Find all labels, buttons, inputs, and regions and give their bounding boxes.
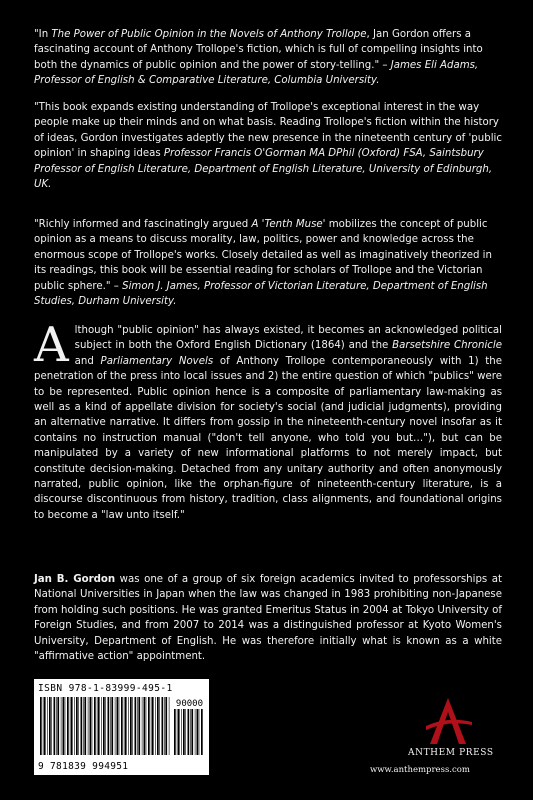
barcode-bars — [40, 697, 170, 755]
blurb-text: "This book expands existing understanding of Trollope's exceptional interest in the way people make up their minds and on what basis. Reading Trollope's fiction within the history of ideas, Gordon investigates adeptly the new presence in the nineteenth century of 'public opinion' in shaping ideas — [34, 102, 502, 160]
isbn-barcode — [34, 679, 209, 775]
barcode-bar — [51, 697, 52, 755]
barcode-bar — [81, 697, 83, 755]
publisher-name: ANTHEM PRESS — [408, 748, 494, 758]
barcode-bar — [130, 697, 132, 755]
barcode-bar — [101, 697, 102, 755]
barcode-bar — [128, 697, 129, 755]
barcode-bar — [185, 709, 186, 755]
barcode-bar — [108, 697, 110, 755]
barcode-bar — [148, 697, 150, 755]
barcode-addon-bars — [174, 709, 204, 755]
barcode-bar — [83, 697, 84, 755]
barcode-bar — [111, 697, 113, 755]
blurb-attribution: James Eli Adams, Professor of English & Comparative Literature, Columbia University. — [34, 59, 479, 87]
blurb-quote-open: "Richly informed and fascinatingly argued — [34, 219, 252, 230]
barcode-bar — [84, 697, 86, 755]
barcode-bar — [188, 709, 190, 755]
barcode-bar — [47, 697, 48, 755]
barcode-bar — [78, 697, 79, 755]
barcode-bar — [142, 697, 143, 755]
barcode-digits: 9 781839 994951 — [38, 761, 129, 772]
barcode-bar — [90, 697, 92, 755]
barcode-bar — [177, 709, 178, 755]
description-text: lthough "public opinion" has always existed, it becomes an acknowledged political subject in both the Oxford English Dictionary (1864) and the — [74, 325, 502, 352]
barcode-bar — [76, 697, 78, 755]
barcode-bar — [144, 697, 146, 755]
review-blurb-ogorman — [34, 100, 502, 192]
barcode-bar — [146, 697, 147, 755]
barcode-bar — [117, 697, 119, 755]
barcode-bar — [71, 697, 73, 755]
blurb-quote-open: "In — [34, 29, 52, 40]
blurb-text: , Jan Gordon offers a fascinating account of Anthony Trollope's fiction, which is full of compelling insights into both the dynamics of public opinion and the power of story-telling." – — [34, 29, 483, 71]
barcode-bar — [155, 697, 156, 755]
barcode-bar — [119, 697, 120, 755]
barcode-bar — [115, 697, 116, 755]
barcode-bar — [137, 697, 138, 755]
barcode-bar — [174, 709, 176, 755]
barcode-bar — [110, 697, 111, 755]
blurb-attribution: Professor Francis O'Gorman MA DPhil (Oxford) FSA, Saintsbury Professor of English Literature, Department of English Literature, University of Edinburgh, UK. — [34, 148, 493, 191]
description-text: of Anthony Trollope contemporaneously with 1) the penetration of the press into local issues and 2) the entire question of which "publics" were to be represented. Public opinion hence is a composite of parliamentary law-making as well as a kind of appellate division for society's social (and judicial judgments), providing an alternative narrative. It differs from gossip in the nineteenth-century novel insofar as it contains no instruction manual ("don't tell anyone, who told you but…"), but can be manipulated by a variety of new informational platforms to not merely impact, but constitute decision-making. Detached from any unitary authority and often anonymously narrated, public opinion, like the orphan-figure of nineteenth-century literature, is a discourse discontinuous from history, tradition, class alignments, and foundational origins to become a "law unto itself." — [34, 355, 503, 521]
barcode-bar — [67, 697, 69, 755]
isbn-number: ISBN 978-1-83999-495-1 — [38, 683, 173, 694]
barcode-bar — [162, 697, 164, 755]
barcode-bar — [199, 709, 200, 755]
barcode-bar — [183, 709, 185, 755]
description-text: and — [74, 355, 101, 367]
barcode-bar — [191, 709, 193, 755]
barcode-bar — [159, 697, 160, 755]
description-italic: Barsetshire Chronicle — [392, 340, 502, 352]
barcode-bar — [103, 697, 105, 755]
barcode-bar — [152, 697, 154, 755]
barcode-bar — [74, 697, 75, 755]
barcode-bar — [190, 709, 191, 755]
barcode-bar — [70, 697, 71, 755]
drop-cap: A — [34, 317, 69, 373]
barcode-bar — [54, 697, 56, 755]
barcode-bar — [197, 709, 199, 755]
barcode-bar — [157, 697, 159, 755]
barcode-bar — [164, 697, 165, 755]
anthem-press-logo — [370, 696, 510, 782]
barcode-bar — [124, 697, 125, 755]
barcode-bar — [56, 697, 57, 755]
review-blurb-james — [34, 217, 502, 309]
description-italic: Parliamentary Novels — [100, 355, 214, 367]
barcode-bar — [57, 697, 59, 755]
barcode-bar — [151, 697, 152, 755]
barcode-bar — [121, 697, 123, 755]
barcode-bar — [94, 697, 96, 755]
barcode-bar — [44, 697, 46, 755]
barcode-bar — [98, 697, 100, 755]
barcode-bar — [195, 709, 196, 755]
blurb-book-title: The Power of Public Opinion in the Novels of Anthony Trollope — [51, 29, 367, 40]
review-blurb-adams — [34, 27, 502, 89]
barcode-bar — [201, 709, 203, 755]
barcode-bar — [88, 697, 89, 755]
book-description — [34, 317, 503, 523]
barcode-bar — [138, 697, 140, 755]
barcode-bar — [178, 709, 180, 755]
publisher-url: www.anthempress.com — [370, 765, 470, 775]
blurb-book-title: A 'Tenth Muse' — [251, 219, 326, 230]
barcode-bar — [61, 697, 62, 755]
barcode-bar — [165, 697, 167, 755]
barcode-bar — [125, 697, 127, 755]
anthem-a-logo-icon — [418, 696, 478, 746]
barcode-bar — [65, 697, 66, 755]
price-code: 90000 — [175, 699, 203, 709]
barcode-bar — [105, 697, 106, 755]
blurb-text: mobilizes the concept of public opinion as a means to discuss morality, law, politics, power and knowledge across the enormous scope of Trollope's works. Closely detailed as well as imaginatively theorized in its readings, this book will be essential reading for scholars of Trollope and the Victorian public sphere." – — [34, 219, 492, 292]
barcode-bar — [92, 697, 93, 755]
author-name: Jan B. Gordon — [34, 574, 116, 585]
barcode-bar — [181, 709, 182, 755]
barcode-bar — [135, 697, 137, 755]
barcode-bar — [43, 697, 44, 755]
barcode-bar — [49, 697, 51, 755]
barcode-bar — [97, 697, 98, 755]
blurb-attribution: Simon J. James, Professor of Victorian Literature, Department of English Studies, Durham University. — [34, 280, 488, 308]
author-bio — [34, 572, 502, 664]
barcode-bar — [63, 697, 65, 755]
author-bio-text: was one of a group of six foreign academics invited to professorships at National Universities in Japan when the law was changed in 1983 prohibiting non-Japanese from holding such positions. He was granted Emeritus Status in 2004 at Tokyo University of Foreign Studies, and from 2007 to 2014 was a distinguished professor at Kyoto Women's University, Department of English. He was therefore initially what is known as a white "affirmative action" appointment. — [34, 574, 502, 663]
barcode-bar — [40, 697, 42, 755]
barcode-bar — [169, 697, 170, 755]
barcode-bar — [132, 697, 133, 755]
